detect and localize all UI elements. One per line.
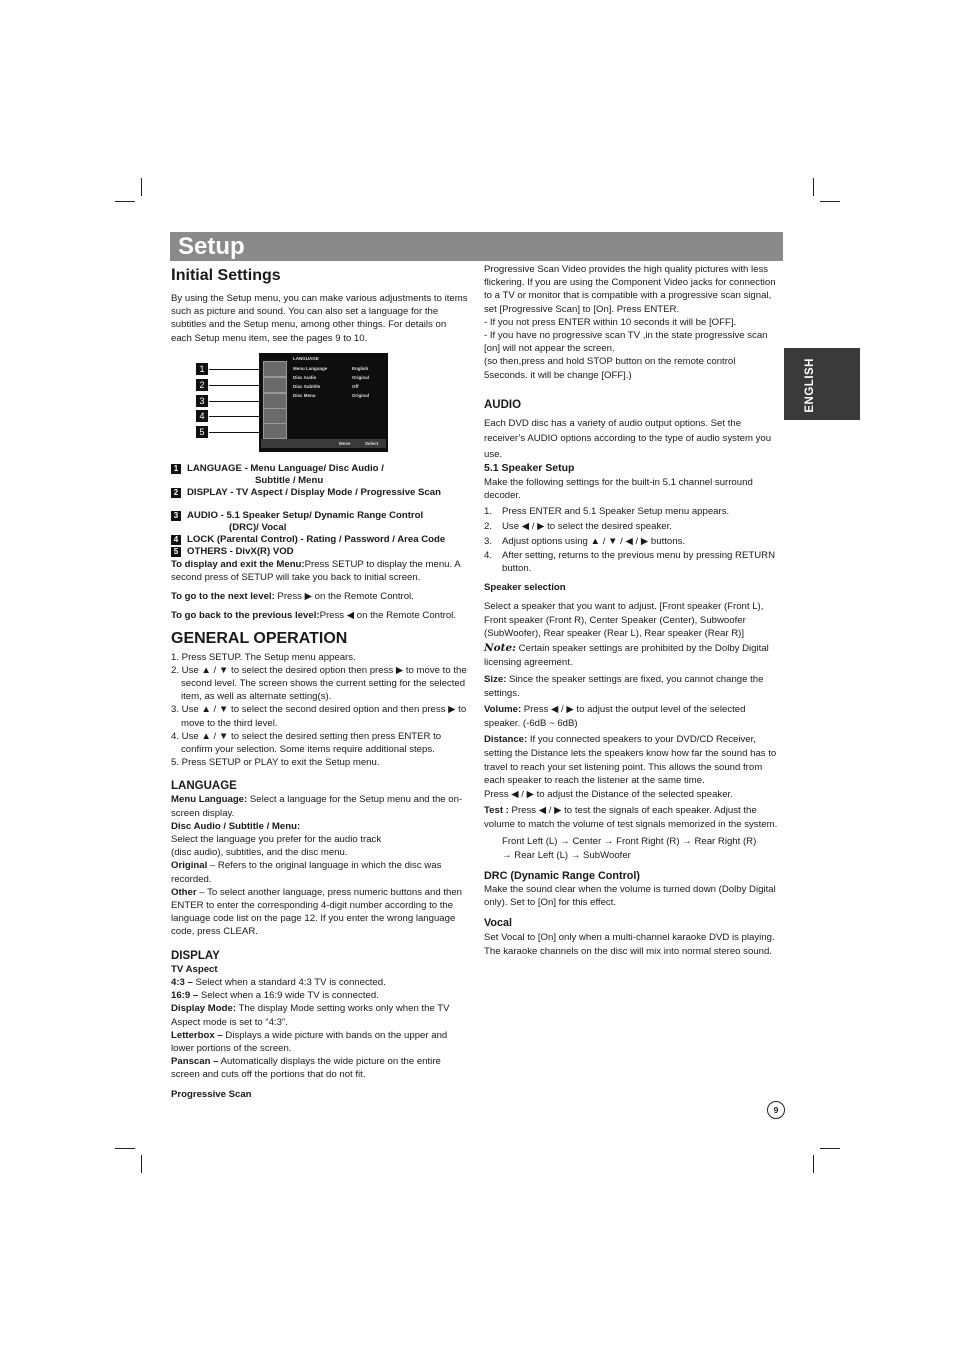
aspect-4-3-text: 4:3 – Select when a standard 4:3 TV is connected. bbox=[171, 976, 386, 988]
figure-number: 2 bbox=[196, 379, 208, 391]
audio-intro: Each DVD disc has a variety of audio output options. Set the receiver’s AUDIO options according to the type of audio system you use. bbox=[484, 417, 772, 460]
lock-menu-icon bbox=[263, 408, 287, 424]
crop-mark bbox=[115, 201, 135, 202]
speaker-setup-text: Make the following settings for the built-in 5.1 channel surround decoder. bbox=[484, 476, 753, 501]
figure-number: 4 bbox=[196, 410, 208, 422]
screen-row-value: English bbox=[352, 365, 369, 371]
other-text: Other – To select another language, press numeric buttons and then ENTER to enter the corresponding 4-digit number according to the language code list on the page 12. If you enter the wrong language code, press CLEAR. bbox=[171, 886, 463, 938]
left-column bbox=[171, 263, 468, 1101]
vocal-heading: Vocal bbox=[484, 917, 513, 930]
crop-mark bbox=[813, 178, 814, 196]
audio-menu-icon bbox=[263, 393, 287, 409]
size-text: Size: Since the speaker settings are fixed, you cannot change the settings. bbox=[484, 673, 764, 699]
setup-step: 4. After setting, returns to the previous menu by pressing RETURN button. bbox=[484, 549, 776, 574]
disc-audio-line: (disc audio), subtitles, and the disc menu. bbox=[171, 847, 348, 859]
display-heading: DISPLAY bbox=[171, 949, 220, 962]
legend-item: 4 LOCK (Parental Control) - Rating / Password / Area Code bbox=[171, 534, 468, 546]
setup-step: 1. Press ENTER and 5.1 Speaker Setup menu appears. bbox=[484, 505, 730, 517]
legend-item: 3 AUDIO - 5.1 Speaker Setup/ Dynamic Range Control bbox=[171, 510, 468, 522]
next-level-instruction: To go to the next level: Press ▶ on the Remote Control. bbox=[171, 591, 414, 603]
speaker-setup-heading: 5.1 Speaker Setup bbox=[484, 462, 575, 475]
general-step: 2. Use ▲ / ▼ to select the desired option then press ▶ to move to the second level. The screen shows the current setting for the selected item, as well as alternate setting(s). bbox=[171, 664, 467, 703]
leader-line bbox=[209, 401, 265, 402]
intro-paragraph: By using the Setup menu, you can make various adjustments to items such as picture and sound. You can also set a language for the subtitles and the Setup menu, among other things. For details on each Setup menu item, see the pages 9 to 10. bbox=[171, 293, 468, 344]
display-mode-text: Display Mode: The display Mode setting works only when the TV Aspect mode is set to “4:3”. bbox=[171, 1003, 450, 1028]
general-steps bbox=[171, 651, 468, 770]
speaker-setup-steps bbox=[484, 505, 781, 575]
screen-footer-move: Move bbox=[339, 440, 351, 446]
legend-item: 5 OTHERS - DivX(R) VOD bbox=[171, 546, 468, 558]
screen-title: LANGUAGE bbox=[293, 355, 319, 361]
crop-mark bbox=[820, 201, 840, 202]
right-column bbox=[484, 263, 781, 959]
setup-step: 3. Adjust options using ▲ / ▼ / ◀ / ▶ buttons. bbox=[484, 536, 686, 548]
test-sequence-line: Front Left (L) → Center → Front Right (R) → Rear Right (R) bbox=[502, 835, 757, 847]
legend-item: 2 DISPLAY - TV Aspect / Display Mode / Progressive Scan bbox=[171, 487, 468, 499]
speaker-selection-text: Select a speaker that you want to adjust. [Front speaker (Front L), Front speaker (Front R), Center Speaker (Center), Subwoofer (SubWoofer), Rear speaker (Rear L), Rear speaker (Rear R)] bbox=[484, 601, 764, 640]
disc-audio-line: Select the language you prefer for the audio track bbox=[171, 834, 382, 846]
language-heading: LANGUAGE bbox=[171, 780, 237, 793]
original-text: Original – Refers to the original language in which the disc was recorded. bbox=[171, 860, 442, 885]
screen-row-label: Disc Menu bbox=[293, 392, 316, 398]
screen-row-value: Off bbox=[352, 383, 359, 389]
language-side-tab bbox=[784, 348, 860, 420]
volume-text: Volume: Press ◀ / ▶ to adjust the output level of the selected speaker. (-6dB ~ 6dB) bbox=[484, 703, 746, 729]
vocal-text: Set Vocal to [On] only when a multi-channel karaoke DVD is playing. The karaoke channels on the disc will mix into normal stereo sound. bbox=[484, 931, 775, 957]
leader-line bbox=[209, 385, 265, 386]
general-operation-heading: GENERAL OPERATION bbox=[171, 629, 348, 647]
test-text: Test : Press ◀ / ▶ to test the signals of each speaker. Adjust the volume to match the volume of test signals memorized in the system. bbox=[484, 805, 778, 830]
others-menu-icon bbox=[263, 423, 287, 439]
menu-legend bbox=[171, 463, 468, 558]
speaker-selection-heading: Speaker selection bbox=[484, 581, 566, 593]
menu-language-text: Menu Language: Select a language for the Setup menu and the on-screen display. bbox=[171, 794, 463, 819]
legend-item-continued: (DRC)/ Vocal bbox=[229, 521, 287, 533]
page-number: 9 bbox=[767, 1101, 785, 1119]
leader-line bbox=[209, 432, 265, 433]
menu-screen-image bbox=[259, 353, 388, 452]
crop-mark bbox=[820, 1148, 840, 1149]
audio-heading: AUDIO bbox=[484, 398, 522, 411]
figure-number: 5 bbox=[196, 426, 208, 438]
crop-mark bbox=[141, 1155, 142, 1173]
screen-footer bbox=[261, 439, 386, 448]
screen-footer-select: Select bbox=[365, 440, 379, 446]
setup-step: 2. Use ◀ / ▶ to select the desired speaker. bbox=[484, 521, 672, 533]
screen-row-label: Menu Language bbox=[293, 365, 328, 371]
screen-row-value: Original bbox=[352, 392, 370, 398]
test-sequence-line: → Rear Left (L) → SubWoofer bbox=[502, 849, 631, 861]
note-text: Note: Certain speaker settings are prohibited by the Dolby Digital licensing agreement. bbox=[484, 641, 769, 669]
distance-press-text: Press ◀ / ▶ to adjust the Distance of the selected speaker. bbox=[484, 789, 733, 801]
drc-text: Make the sound clear when the volume is turned down (Dolby Digital only). Set to [On] for this effect. bbox=[484, 883, 776, 909]
leader-line bbox=[209, 369, 265, 370]
initial-settings-heading: Initial Settings bbox=[171, 265, 281, 284]
general-step: 1. Press SETUP. The Setup menu appears. bbox=[171, 651, 356, 663]
setup-menu-figure bbox=[171, 353, 468, 457]
screen-row-label: Disc Subtitle bbox=[293, 383, 321, 389]
figure-number: 1 bbox=[196, 363, 208, 375]
language-menu-icon bbox=[263, 361, 287, 377]
previous-level-instruction: To go back to the previous level:Press ◀ on the Remote Control. bbox=[171, 610, 456, 622]
legend-item-continued: Subtitle / Menu bbox=[255, 474, 324, 486]
crop-mark bbox=[813, 1155, 814, 1173]
progressive-note: - If you have no progressive scan TV ,in the state progressive scan [on] will not appear the screen. bbox=[484, 330, 768, 355]
general-step: 3. Use ▲ / ▼ to select the second desired option and then press ▶ to move to the third level. bbox=[171, 704, 467, 729]
aspect-16-9-text: 16:9 – Select when a 16:9 wide TV is connected. bbox=[171, 990, 379, 1002]
crop-mark bbox=[141, 178, 142, 196]
tv-aspect-heading: TV Aspect bbox=[171, 963, 218, 975]
drc-heading: DRC (Dynamic Range Control) bbox=[484, 869, 640, 882]
disc-audio-heading: Disc Audio / Subtitle / Menu: bbox=[171, 820, 301, 832]
page-title: Setup bbox=[178, 233, 245, 260]
general-step: 4. Use ▲ / ▼ to select the desired setting then press ENTER to confirm your selection. Some items require additional steps. bbox=[171, 730, 442, 756]
display-menu-icon bbox=[263, 377, 287, 393]
distance-text: Distance: If you connected speakers to your DVD/CD Receiver, setting the Distance lets the speakers know how far the sound has to travel to reach your set listening point. This allows the sound from each speaker to reach the listener at the same time. bbox=[484, 733, 777, 787]
leader-line bbox=[209, 416, 265, 417]
progressive-text: Progressive Scan Video provides the high quality pictures with less flickering. If you are using the Component Video jacks for connection to a TV or monitor that is compatible with a progressive scan signal, set [Progressive Scan] to [On]. Press ENTER. bbox=[484, 264, 776, 315]
letterbox-text: Letterbox – Displays a wide picture with bands on the upper and lower portions of the screen. bbox=[171, 1029, 448, 1054]
progressive-note: (so then,press and hold STOP button on the remote control 5seconds. it will be change [OFF].) bbox=[484, 356, 736, 381]
display-exit-instruction: To display and exit the Menu:Press SETUP to display the menu. A second press of SETUP will take you back to initial screen. bbox=[171, 558, 461, 584]
screen-row-value: Original bbox=[352, 374, 370, 380]
side-tab-label: ENGLISH bbox=[804, 358, 816, 413]
crop-mark bbox=[115, 1148, 135, 1149]
screen-row-label: Disc Audio bbox=[293, 374, 317, 380]
page-title-bar bbox=[170, 232, 783, 261]
figure-number: 3 bbox=[196, 395, 208, 407]
legend-item: 1 LANGUAGE - Menu Language/ Disc Audio / bbox=[171, 463, 468, 475]
panscan-text: Panscan – Automatically displays the wide picture on the entire screen and cuts off the portions that do not fit. bbox=[171, 1056, 441, 1081]
progressive-note: - If you not press ENTER within 10 seconds it will be [OFF]. bbox=[484, 316, 737, 328]
progressive-scan-heading: Progressive Scan bbox=[171, 1088, 252, 1100]
general-step: 5. Press SETUP or PLAY to exit the Setup menu. bbox=[171, 757, 380, 769]
